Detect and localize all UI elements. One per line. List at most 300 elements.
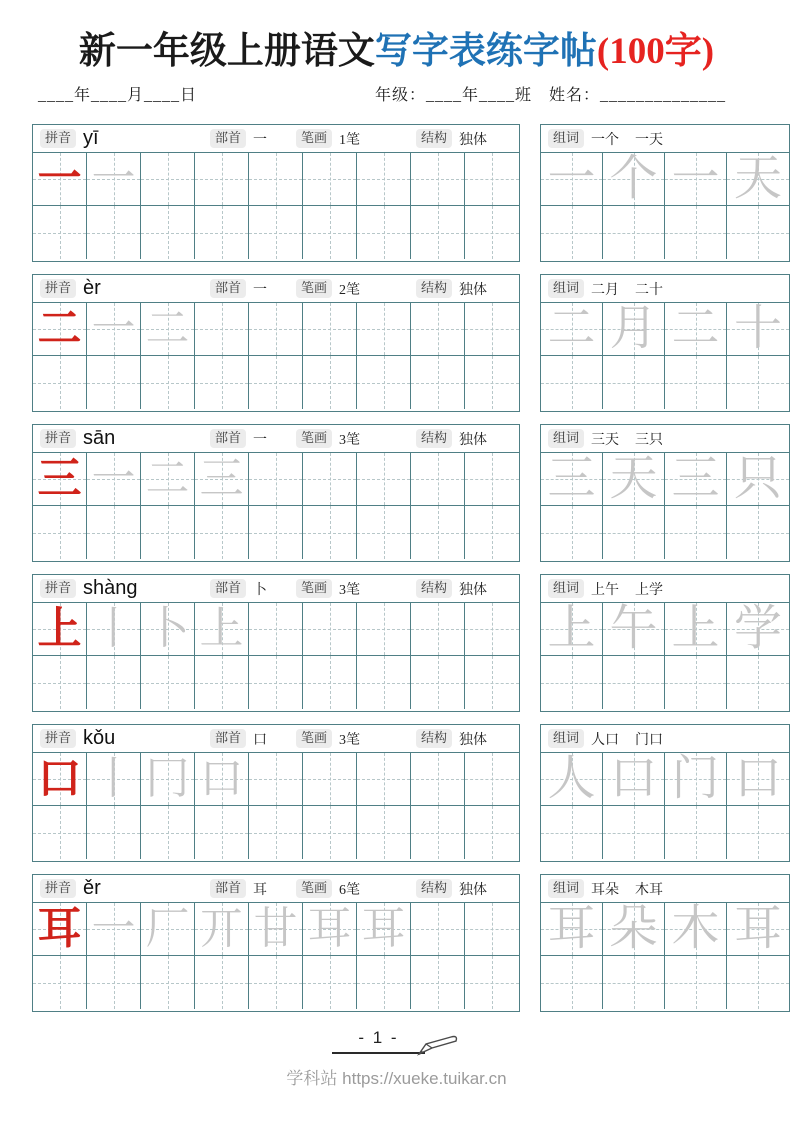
- practice-cell: [303, 303, 357, 356]
- structure-value: 独体: [459, 582, 488, 598]
- practice-cell: [33, 956, 87, 1009]
- practice-cell: [465, 603, 519, 656]
- word-cell: [665, 956, 727, 1009]
- word-item: 二十: [635, 282, 664, 298]
- practice-cell: [87, 453, 141, 506]
- words-header: [541, 425, 789, 453]
- character-box: [32, 724, 520, 862]
- practice-cell: [303, 453, 357, 506]
- practice-cell: [249, 603, 303, 656]
- practice-cell: [465, 506, 519, 559]
- radical-label-badge: 部首: [210, 129, 246, 148]
- practice-cell: [141, 303, 195, 356]
- practice-cell: [303, 506, 357, 559]
- strokes-label-badge: 笔画: [296, 429, 332, 448]
- strokes-label-badge: 笔画: [296, 729, 332, 748]
- practice-section: [32, 424, 793, 562]
- practice-cell: [141, 956, 195, 1009]
- practice-cell: [195, 453, 249, 506]
- word-cell: [603, 356, 665, 409]
- words-box: [540, 874, 790, 1012]
- practice-cell: [411, 903, 465, 956]
- practice-cell: [195, 903, 249, 956]
- word-cell: [665, 303, 727, 356]
- practice-section: [32, 124, 793, 262]
- practice-cell: [87, 356, 141, 409]
- words-box: [540, 124, 790, 262]
- practice-cell: [465, 356, 519, 409]
- strokes-label-badge: 笔画: [296, 579, 332, 598]
- practice-cell: [357, 806, 411, 859]
- words-box: [540, 424, 790, 562]
- practice-cell: [411, 956, 465, 1009]
- practice-cell: [87, 956, 141, 1009]
- practice-cell: [141, 903, 195, 956]
- stroke-count-value: 2笔: [339, 282, 361, 298]
- practice-cell: [249, 453, 303, 506]
- pinyin-label-badge: 拼音: [40, 129, 76, 148]
- word-trace-character: 一: [547, 152, 596, 205]
- word-item: 上午: [591, 582, 620, 598]
- word-item: 三只: [635, 432, 664, 448]
- word-cell: [665, 903, 727, 956]
- practice-cell: [303, 753, 357, 806]
- practice-cell: [249, 153, 303, 206]
- structure-label-badge: 结构: [416, 129, 452, 148]
- stroke-order-character: 口: [199, 754, 244, 803]
- practice-cell: [195, 603, 249, 656]
- practice-cell: [141, 656, 195, 709]
- title-part-blue: 写字表练字帖: [374, 31, 597, 72]
- words-label-badge: 组词: [548, 429, 584, 448]
- practice-cell: [33, 356, 87, 409]
- practice-cell: [33, 506, 87, 559]
- word-cell: [727, 506, 789, 559]
- radical-label-badge: 部首: [210, 879, 246, 898]
- word-trace-character: 三: [671, 452, 720, 505]
- practice-cell: [465, 956, 519, 1009]
- character-box: [32, 574, 520, 712]
- practice-cell: [249, 656, 303, 709]
- stroke-count-value: 3笔: [339, 432, 361, 448]
- practice-cell: [87, 656, 141, 709]
- stroke-order-character: 二: [145, 304, 190, 353]
- word-trace-character: 人: [547, 752, 596, 805]
- word-cell: [665, 356, 727, 409]
- site-credit: 学科站 https://xueke.tuikar.cn: [286, 1069, 507, 1088]
- radical-value: 一: [253, 132, 268, 148]
- structure-value: 独体: [459, 882, 488, 898]
- practice-cell: [141, 153, 195, 206]
- words-box: [540, 574, 790, 712]
- word-cell: [603, 453, 665, 506]
- practice-grid: [33, 603, 519, 709]
- word-cell: [727, 806, 789, 859]
- character-info-header: [33, 575, 519, 603]
- practice-cell: [87, 753, 141, 806]
- stroke-order-character: 一: [91, 154, 136, 203]
- structure-value: 独体: [459, 732, 488, 748]
- practice-cell: [411, 506, 465, 559]
- word-trace-character: 门: [671, 752, 720, 805]
- stroke-count-value: 1笔: [339, 132, 361, 148]
- stroke-count-value: 6笔: [339, 882, 361, 898]
- practice-section: [32, 274, 793, 412]
- practice-section: [32, 574, 793, 712]
- practice-cell: [303, 806, 357, 859]
- practice-cell: [303, 656, 357, 709]
- practice-cell: [33, 153, 87, 206]
- pinyin-label-badge: 拼音: [40, 579, 76, 598]
- words-box: [540, 724, 790, 862]
- words-label-badge: 组词: [548, 579, 584, 598]
- word-cell: [727, 656, 789, 709]
- words-label-badge: 组词: [548, 879, 584, 898]
- target-character: 口: [37, 754, 82, 803]
- pinyin-label-badge: 拼音: [40, 279, 76, 298]
- practice-cell: [465, 753, 519, 806]
- target-character: 耳: [37, 904, 82, 953]
- practice-cell: [33, 303, 87, 356]
- practice-cell: [33, 206, 87, 259]
- word-trace-character: 个: [609, 152, 658, 205]
- radical-value: 耳: [253, 882, 268, 898]
- practice-cell: [195, 753, 249, 806]
- practice-cell: [195, 303, 249, 356]
- stroke-order-character: 三: [199, 454, 244, 503]
- stroke-order-character: 耳: [361, 904, 406, 953]
- practice-cell: [411, 753, 465, 806]
- words-grid: [541, 903, 789, 1009]
- practice-cell: [141, 506, 195, 559]
- page-title: [0, 20, 793, 74]
- practice-cell: [87, 303, 141, 356]
- word-cell: [603, 206, 665, 259]
- radical-label-badge: 部首: [210, 429, 246, 448]
- word-trace-character: 二: [671, 302, 720, 355]
- practice-cell: [141, 603, 195, 656]
- structure-value: 独体: [459, 432, 488, 448]
- words-grid: [541, 303, 789, 409]
- character-box: [32, 424, 520, 562]
- words-header: [541, 875, 789, 903]
- word-cell: [665, 153, 727, 206]
- word-cell: [541, 153, 603, 206]
- word-cell: [665, 753, 727, 806]
- practice-cell: [141, 206, 195, 259]
- practice-cell: [357, 903, 411, 956]
- practice-grid: [33, 903, 519, 1009]
- practice-cell: [357, 153, 411, 206]
- word-cell: [603, 506, 665, 559]
- practice-cell: [249, 903, 303, 956]
- practice-cell: [33, 753, 87, 806]
- words-label-badge: 组词: [548, 729, 584, 748]
- practice-cell: [141, 453, 195, 506]
- structure-label-badge: 结构: [416, 279, 452, 298]
- word-cell: [727, 453, 789, 506]
- strokes-label-badge: 笔画: [296, 129, 332, 148]
- practice-cell: [303, 603, 357, 656]
- practice-section: [32, 874, 793, 1012]
- practice-sections: [0, 108, 793, 1012]
- words-grid: [541, 603, 789, 709]
- word-cell: [541, 903, 603, 956]
- word-cell: [665, 806, 727, 859]
- strokes-label-badge: 笔画: [296, 879, 332, 898]
- practice-cell: [87, 903, 141, 956]
- word-cell: [541, 453, 603, 506]
- word-trace-character: 一: [671, 152, 720, 205]
- word-cell: [665, 206, 727, 259]
- structure-label-badge: 结构: [416, 879, 452, 898]
- radical-label-badge: 部首: [210, 579, 246, 598]
- pinyin-value: sān: [83, 427, 116, 449]
- word-item: 人口: [591, 732, 620, 748]
- practice-cell: [357, 506, 411, 559]
- page-footer: [0, 1028, 793, 1056]
- word-cell: [541, 206, 603, 259]
- word-cell: [727, 903, 789, 956]
- word-trace-character: 木: [671, 902, 720, 955]
- pinyin-value: kǒu: [83, 727, 116, 749]
- word-trace-character: 耳: [733, 902, 782, 955]
- structure-value: 独体: [459, 282, 488, 298]
- practice-cell: [411, 603, 465, 656]
- practice-cell: [357, 603, 411, 656]
- word-trace-character: 口: [609, 752, 658, 805]
- stroke-order-character: 一: [91, 904, 136, 953]
- date-fill-line: ____年____月____日: [38, 87, 198, 104]
- strokes-label-badge: 笔画: [296, 279, 332, 298]
- word-trace-character: 十: [733, 302, 782, 355]
- target-character: 上: [37, 604, 82, 653]
- stroke-order-character: 丨: [91, 754, 136, 803]
- radical-value: 口: [253, 732, 268, 748]
- practice-cell: [303, 206, 357, 259]
- stroke-order-character: 卜: [145, 604, 190, 653]
- word-cell: [603, 153, 665, 206]
- practice-cell: [249, 956, 303, 1009]
- word-cell: [603, 956, 665, 1009]
- practice-cell: [195, 656, 249, 709]
- practice-cell: [411, 656, 465, 709]
- words-grid: [541, 753, 789, 859]
- stroke-order-character: 耳: [307, 904, 352, 953]
- stroke-order-character: 冂: [145, 754, 190, 803]
- words-label-badge: 组词: [548, 129, 584, 148]
- practice-cell: [33, 903, 87, 956]
- word-trace-character: 只: [733, 452, 782, 505]
- word-trace-character: 月: [609, 302, 658, 355]
- word-trace-character: 朵: [609, 902, 658, 955]
- character-info-header: [33, 125, 519, 153]
- stroke-order-character: 上: [199, 604, 244, 653]
- practice-grid: [33, 303, 519, 409]
- practice-cell: [465, 806, 519, 859]
- target-character: 一: [37, 154, 82, 203]
- practice-cell: [195, 806, 249, 859]
- word-trace-character: 口: [733, 752, 782, 805]
- practice-cell: [357, 356, 411, 409]
- word-cell: [665, 506, 727, 559]
- practice-cell: [33, 656, 87, 709]
- practice-cell: [465, 453, 519, 506]
- radical-label-badge: 部首: [210, 729, 246, 748]
- practice-cell: [249, 206, 303, 259]
- pinyin-label-badge: 拼音: [40, 729, 76, 748]
- structure-value: 独体: [459, 132, 488, 148]
- character-info-header: [33, 425, 519, 453]
- practice-cell: [465, 206, 519, 259]
- practice-cell: [33, 453, 87, 506]
- pinyin-value: èr: [83, 277, 101, 299]
- target-character: 三: [37, 454, 82, 503]
- word-cell: [541, 356, 603, 409]
- practice-cell: [357, 453, 411, 506]
- words-box: [540, 274, 790, 412]
- page-number: - 1 -: [332, 1028, 424, 1054]
- words-label-badge: 组词: [548, 279, 584, 298]
- word-cell: [603, 656, 665, 709]
- practice-cell: [303, 903, 357, 956]
- practice-cell: [141, 356, 195, 409]
- pencil-icon: [415, 1034, 461, 1058]
- word-cell: [727, 603, 789, 656]
- character-info-header: [33, 875, 519, 903]
- practice-cell: [87, 603, 141, 656]
- word-cell: [603, 303, 665, 356]
- practice-cell: [87, 506, 141, 559]
- structure-label-badge: 结构: [416, 729, 452, 748]
- radical-value: 卜: [253, 582, 268, 598]
- word-cell: [727, 753, 789, 806]
- word-cell: [541, 656, 603, 709]
- word-cell: [541, 506, 603, 559]
- practice-cell: [141, 753, 195, 806]
- word-trace-character: 耳: [547, 902, 596, 955]
- stroke-count-value: 3笔: [339, 582, 361, 598]
- practice-cell: [411, 303, 465, 356]
- word-cell: [727, 303, 789, 356]
- radical-value: 一: [253, 282, 268, 298]
- stroke-order-character: 厂: [145, 904, 190, 953]
- character-box: [32, 274, 520, 412]
- word-cell: [665, 656, 727, 709]
- stroke-count-value: 3笔: [339, 732, 361, 748]
- stroke-order-character: 丨: [91, 604, 136, 653]
- practice-cell: [357, 753, 411, 806]
- word-cell: [541, 303, 603, 356]
- character-info-header: [33, 725, 519, 753]
- word-item: 门口: [635, 732, 664, 748]
- practice-cell: [33, 806, 87, 859]
- practice-cell: [141, 806, 195, 859]
- pinyin-value: yī: [83, 127, 99, 149]
- character-box: [32, 874, 520, 1012]
- word-item: 三天: [591, 432, 620, 448]
- practice-cell: [195, 506, 249, 559]
- structure-label-badge: 结构: [416, 579, 452, 598]
- stroke-order-character: 丌: [199, 904, 244, 953]
- words-header: [541, 275, 789, 303]
- word-item: 耳朵: [591, 882, 620, 898]
- word-trace-character: 天: [733, 152, 782, 205]
- practice-cell: [249, 753, 303, 806]
- practice-cell: [303, 956, 357, 1009]
- practice-cell: [411, 206, 465, 259]
- practice-cell: [249, 303, 303, 356]
- practice-cell: [411, 153, 465, 206]
- stroke-order-character: 二: [145, 454, 190, 503]
- practice-cell: [249, 506, 303, 559]
- title-part-black: 新一年级上册语文: [78, 31, 375, 72]
- word-cell: [603, 903, 665, 956]
- pinyin-value: ěr: [83, 877, 101, 899]
- stroke-order-character: 一: [91, 454, 136, 503]
- stroke-order-character: 甘: [253, 904, 298, 953]
- practice-cell: [249, 806, 303, 859]
- word-cell: [541, 753, 603, 806]
- word-item: 一个: [591, 132, 620, 148]
- words-header: [541, 575, 789, 603]
- character-box: [32, 124, 520, 262]
- word-cell: [727, 153, 789, 206]
- practice-cell: [87, 806, 141, 859]
- radical-value: 一: [253, 432, 268, 448]
- practice-cell: [357, 656, 411, 709]
- practice-cell: [87, 153, 141, 206]
- word-item: 一天: [635, 132, 664, 148]
- character-info-header: [33, 275, 519, 303]
- word-trace-character: 上: [547, 602, 596, 655]
- practice-cell: [465, 903, 519, 956]
- stroke-order-character: 一: [91, 304, 136, 353]
- class-name-fill-line: 年级：____年____班 姓名：______________: [375, 87, 727, 104]
- word-cell: [727, 206, 789, 259]
- word-trace-character: 学: [733, 602, 782, 655]
- practice-cell: [357, 206, 411, 259]
- practice-cell: [411, 356, 465, 409]
- info-line: [0, 82, 793, 108]
- practice-section: [32, 724, 793, 862]
- word-cell: [727, 356, 789, 409]
- target-character: 二: [37, 304, 82, 353]
- words-grid: [541, 453, 789, 559]
- word-cell: [541, 603, 603, 656]
- title-part-red: (100字): [596, 31, 715, 72]
- practice-grid: [33, 453, 519, 559]
- word-cell: [665, 453, 727, 506]
- word-item: 上学: [635, 582, 664, 598]
- practice-grid: [33, 753, 519, 859]
- word-trace-character: 天: [609, 452, 658, 505]
- practice-cell: [465, 303, 519, 356]
- word-cell: [727, 956, 789, 1009]
- word-trace-character: 二: [547, 302, 596, 355]
- word-item: 木耳: [635, 882, 664, 898]
- pinyin-value: shàng: [83, 577, 138, 599]
- word-cell: [603, 603, 665, 656]
- pinyin-label-badge: 拼音: [40, 879, 76, 898]
- practice-cell: [195, 356, 249, 409]
- word-cell: [603, 806, 665, 859]
- word-cell: [603, 753, 665, 806]
- practice-cell: [195, 956, 249, 1009]
- practice-cell: [465, 656, 519, 709]
- words-grid: [541, 153, 789, 259]
- word-cell: [541, 806, 603, 859]
